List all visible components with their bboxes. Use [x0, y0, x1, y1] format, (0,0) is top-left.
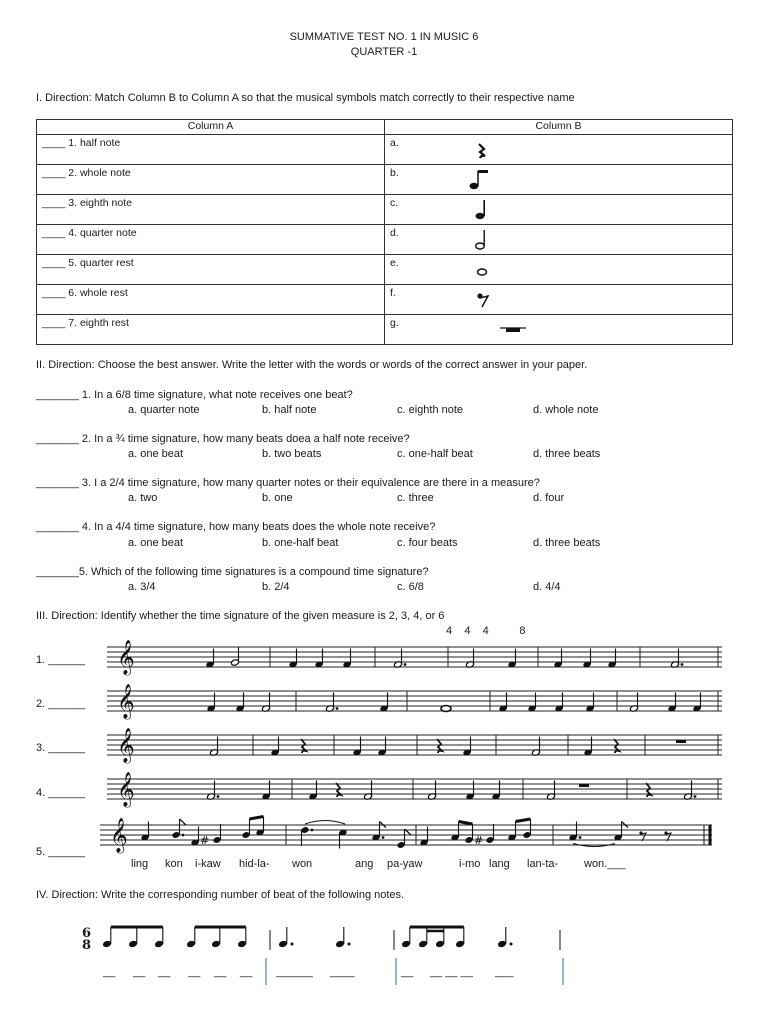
column-a-item: ____ 6. whole rest: [37, 285, 385, 315]
dot: [291, 943, 294, 946]
staff-label: 2. ______: [36, 698, 85, 710]
lyric: i-mo: [459, 858, 481, 870]
rhythm-line: [102, 927, 563, 985]
beat-blank[interactable]: ___: [495, 966, 514, 978]
option-a: a. quarter note: [128, 404, 200, 416]
option-b: b. one: [262, 492, 293, 504]
option-d: d. three beats: [533, 537, 601, 549]
lyric: pa-yaw: [387, 858, 423, 870]
part2-direction: II. Direction: Choose the best answer. Write the letter with the words or words of the correct answer in your paper.: [36, 359, 588, 371]
staff-label: 3. ______: [36, 742, 85, 754]
beat-blank[interactable]: __ __ __: [430, 966, 473, 978]
beat-blank[interactable]: __: [401, 966, 414, 978]
option-a: a. two: [128, 492, 158, 504]
sharp-icon: #: [200, 834, 210, 847]
dot: [510, 943, 513, 946]
option-b: b. half note: [262, 404, 317, 416]
option-a: a. one beat: [128, 448, 184, 460]
option-letter: a.: [390, 137, 399, 149]
beat-blank[interactable]: __: [158, 966, 171, 978]
option-c: c. three: [397, 492, 434, 504]
time-signature-top: 6: [82, 926, 92, 941]
beat-blank[interactable]: __: [188, 966, 201, 978]
option-b: b. one-half beat: [262, 537, 339, 549]
treble-clef-icon: 𝄞: [117, 640, 135, 675]
option-letter: c.: [390, 197, 399, 209]
treble-clef-icon: 𝄞: [110, 818, 128, 853]
staff-label: 5. ______: [36, 846, 85, 858]
treble-clef-icon: 𝄞: [117, 684, 135, 719]
lyric: won: [292, 858, 313, 870]
option-c: c. 6/8: [397, 581, 424, 593]
option-letter: g.: [390, 317, 399, 329]
part1-direction: I. Direction: Match Column B to Column A so that the musical symbols match correctly to their respective name: [36, 92, 575, 104]
beat-blank[interactable]: ______: [276, 966, 313, 978]
time-signature-denominators: 4 4 4 8: [446, 625, 526, 637]
column-a-item: ____ 2. whole note: [37, 165, 385, 195]
question-5: _______5. Which of the following time signatures is a compound time signature?: [36, 566, 429, 578]
option-b: b. two beats: [262, 448, 322, 460]
lyric: hid-la-: [239, 858, 270, 870]
option-letter: e.: [390, 257, 399, 269]
option-a: a. 3/4: [128, 581, 156, 593]
beat-blank[interactable]: __: [103, 966, 116, 978]
column-a-item: ____ 1. half note: [37, 135, 385, 165]
sharp-icon: #: [474, 834, 484, 847]
dot: [348, 943, 351, 946]
option-d: d. three beats: [533, 448, 601, 460]
page-title: SUMMATIVE TEST NO. 1 IN MUSIC 6: [289, 31, 479, 43]
time-signature-bottom: 8: [82, 938, 92, 953]
column-a-item: ____ 4. quarter note: [37, 225, 385, 255]
question-1: _______ 1. In a 6/8 time signature, what note receives one beat?: [36, 389, 353, 401]
lyric: kon: [165, 858, 183, 870]
option-a: a. one beat: [128, 537, 184, 549]
beat-blank[interactable]: __: [133, 966, 146, 978]
column-a-header: Column A: [37, 120, 385, 135]
option-c: c. eighth note: [397, 404, 464, 416]
lyric: i-kaw: [195, 858, 221, 870]
column-a-item: ____ 3. eighth note: [37, 195, 385, 225]
beat-blank[interactable]: ____: [330, 966, 355, 978]
option-letter: b.: [390, 167, 399, 179]
lyric: ang: [355, 858, 374, 870]
column-a-item: ____ 5. quarter rest: [37, 255, 385, 285]
column-a-item: ____ 7. eighth rest: [37, 315, 385, 345]
option-d: d. 4/4: [533, 581, 561, 593]
beat-blank[interactable]: __: [240, 966, 253, 978]
option-d: d. four: [533, 492, 565, 504]
question-2: _______ 2. In a ¾ time signature, how many beats doea a half note receive?: [36, 433, 410, 445]
option-c: c. four beats: [397, 537, 458, 549]
option-letter: d.: [390, 227, 399, 239]
treble-clef-icon: 𝄞: [117, 772, 135, 807]
question-4: _______ 4. In a 4/4 time signature, how many beats does the whole note receive?: [36, 521, 436, 533]
beat-blank[interactable]: __: [214, 966, 227, 978]
staff-label: 4. ______: [36, 787, 85, 799]
part4-direction: IV. Direction: Write the corresponding number of beat of the following notes.: [36, 889, 405, 901]
lyric: won.___: [584, 858, 626, 870]
option-c: c. one-half beat: [397, 448, 473, 460]
lyric: ling: [131, 858, 149, 870]
option-d: d. whole note: [533, 404, 599, 416]
column-b-header: Column B: [385, 120, 733, 135]
lyric: lan-ta-: [527, 858, 559, 870]
staff-label: 1. ______: [36, 654, 85, 666]
question-3: _______ 3. I a 2/4 time signature, how many quarter notes or their equivalence are there in a measure?: [36, 477, 540, 489]
option-b: b. 2/4: [262, 581, 290, 593]
part3-direction: III. Direction: Identify whether the time signature of the given measure is 2, 3, 4, or 6: [36, 610, 445, 622]
treble-clef-icon: 𝄞: [117, 728, 135, 763]
option-letter: f.: [390, 287, 396, 299]
lyric: lang: [489, 858, 510, 870]
page-subtitle: QUARTER -1: [350, 46, 418, 58]
